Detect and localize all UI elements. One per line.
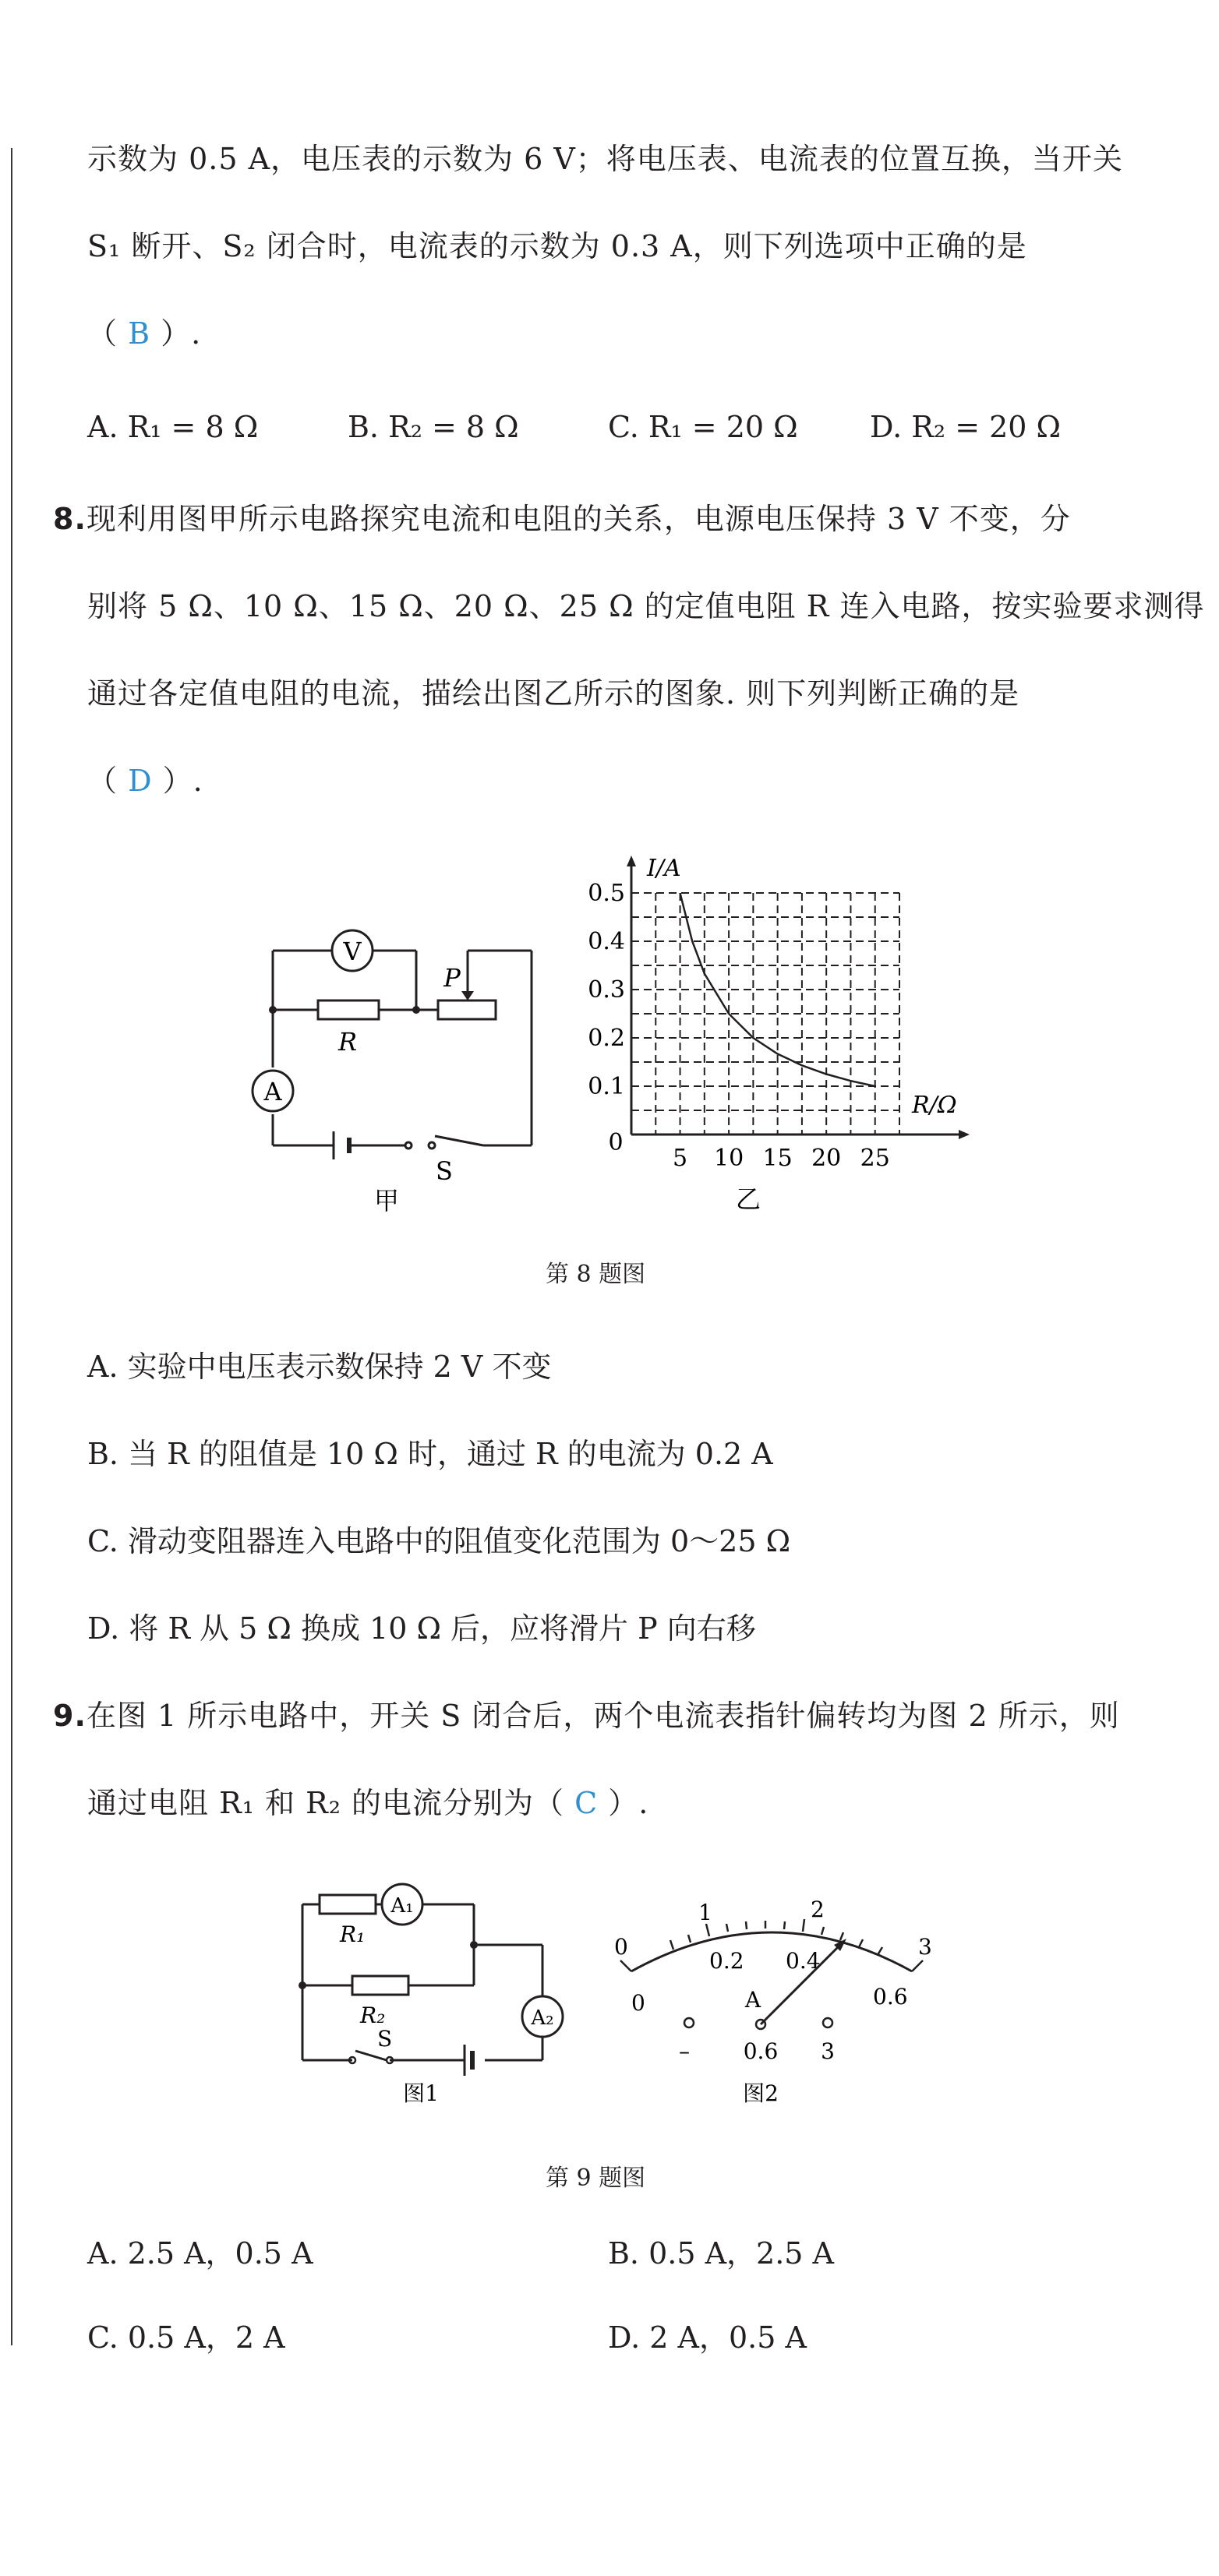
- q9-option-c: C. 0.5 A，2 A: [87, 2320, 285, 2355]
- q9-number: 9.: [53, 1699, 87, 1733]
- chart-y-label: I/A: [647, 855, 681, 882]
- chart-x-arrow: [959, 1130, 970, 1139]
- q8-option-b: B. 当 R 的阻值是 10 Ω 时，通过 R 的电流为 0.2 A: [87, 1437, 773, 1471]
- chart-x-tick-label: 10: [713, 1145, 744, 1172]
- chart-x-label: R/Ω: [912, 1092, 957, 1119]
- r2-label: R₂: [360, 2003, 386, 2028]
- dial-lower-0: 0: [631, 1990, 645, 2016]
- q8-line2: 别将 5 Ω、10 Ω、15 Ω、20 Ω、25 Ω 的定值电阻 R 连入电路，按实验要求测得: [87, 589, 1205, 623]
- q7-option-d: D. R₂ = 20 Ω: [870, 410, 1062, 444]
- q9-text2: 通过电阻 R₁ 和 R₂ 的电流分别为（: [87, 1786, 575, 1820]
- chart-origin-label: 0: [608, 1129, 624, 1156]
- dial-lower-0.6: 0.6: [873, 1984, 908, 2010]
- dial-lower-0.2: 0.2: [709, 1948, 744, 1974]
- q9-ammeter-dial: [608, 1886, 935, 2112]
- dial-upper-0: 0: [614, 1934, 628, 1960]
- dial-unit: A: [744, 1987, 761, 2013]
- q8-option-a: A. 实验中电压表示数保持 2 V 不变: [87, 1350, 552, 1384]
- chart-y-arrow: [627, 856, 636, 866]
- q9-option-a: A. 2.5 A，0.5 A: [87, 2236, 313, 2271]
- dial-upper-2: 2: [811, 1897, 825, 1922]
- q8-number: 8.: [53, 502, 87, 536]
- q7-option-b: B. R₂ = 8 Ω: [348, 410, 519, 444]
- dial-upper-1: 1: [698, 1900, 712, 1925]
- q9-option-b: B. 0.5 A，2.5 A: [608, 2236, 834, 2271]
- q8-line3: 通过各定值电阻的电流，描绘出图乙所示的图象. 则下列判断正确的是: [87, 676, 1020, 711]
- q8-text1: 现利用图甲所示电路探究电流和电阻的关系，电源电压保持 3 V 不变，分: [86, 502, 1071, 536]
- resistor-label: R: [337, 1027, 358, 1057]
- paren-open: （: [87, 316, 129, 351]
- chart-x-tick-label: 25: [860, 1145, 890, 1172]
- chart-y-tick-label: 0.4: [588, 928, 625, 955]
- chart-x-tick-label: 5: [672, 1145, 688, 1172]
- q7-answer-line: [87, 315, 201, 352]
- q9-figure-caption: 第 9 题图: [546, 2165, 646, 2192]
- q9-text1: 在图 1 所示电路中，开关 S 闭合后，两个电流表指针偏转均为图 2 所示，则: [86, 1699, 1120, 1733]
- chart-x-tick-label: 15: [762, 1145, 793, 1172]
- chart-y-tick-label: 0.5: [588, 880, 625, 907]
- q7-line2: S₁ 断开、S₂ 闭合时，电流表的示数为 0.3 A，则下列选项中正确的是: [87, 229, 1027, 263]
- paren-open: （: [87, 764, 129, 798]
- dial-lower-0.4: 0.4: [786, 1948, 821, 1974]
- dial-upper-3: 3: [918, 1934, 932, 1960]
- paren-close: ）.: [150, 316, 202, 351]
- circuit-caption: 甲: [373, 1186, 400, 1216]
- q8-answer-line: [87, 762, 203, 799]
- chart-y-tick-label: 0.3: [588, 976, 625, 1004]
- margin-line: [11, 148, 12, 2345]
- q7-line1: 示数为 0.5 A，电压表的示数为 6 V；将电压表、电流表的位置互换，当开关: [87, 142, 1123, 176]
- a1-label: A₁: [390, 1894, 414, 1918]
- r1-label: R₁: [340, 1921, 366, 1947]
- switch-label: S: [436, 1156, 453, 1186]
- a2-label: A₂: [531, 2006, 554, 2030]
- q7-option-c: C. R₁ = 20 Ω: [608, 410, 798, 444]
- figure2-caption: 图2: [743, 2080, 779, 2106]
- graph-caption: 乙: [735, 1184, 761, 1214]
- terminal-neg: –: [679, 2038, 690, 2064]
- slider-label: P: [443, 963, 461, 993]
- q8-answer: D: [128, 764, 153, 798]
- q8-line1: [53, 500, 1071, 538]
- q9-line2: [87, 1784, 648, 1822]
- q7-option-a: A. R₁ = 8 Ω: [87, 410, 259, 444]
- figure1-caption: 图1: [403, 2080, 439, 2104]
- q9-option-d: D. 2 A，0.5 A: [608, 2320, 807, 2355]
- q8-chart: [569, 849, 974, 1231]
- terminal-3: 3: [821, 2038, 835, 2064]
- ammeter-label: A: [263, 1077, 282, 1106]
- q9-answer: C: [574, 1786, 599, 1820]
- q9-line1: [53, 1697, 1120, 1734]
- voltmeter-label: V: [343, 937, 362, 966]
- chart-y-tick-label: 0.2: [588, 1025, 625, 1052]
- q8-circuit-diagram: [249, 919, 546, 1231]
- q8-figure-caption: 第 8 题图: [546, 1261, 646, 1288]
- chart-y-tick-label: 0.1: [588, 1073, 625, 1100]
- q8-option-d: D. 将 R 从 5 Ω 换成 10 Ω 后，应将滑片 P 向右移: [87, 1611, 756, 1646]
- paren-close: ）.: [152, 764, 203, 798]
- q8-option-c: C. 滑动变阻器连入电路中的阻值变化范围为 0～25 Ω: [87, 1524, 791, 1558]
- q9-circuit-diagram: [281, 1878, 592, 2104]
- chart-x-tick-label: 20: [811, 1145, 842, 1172]
- q9-switch-label: S: [377, 2026, 393, 2052]
- q7-answer: B: [128, 316, 151, 351]
- terminal-0.6: 0.6: [743, 2038, 779, 2064]
- paren-close: ）.: [598, 1786, 649, 1820]
